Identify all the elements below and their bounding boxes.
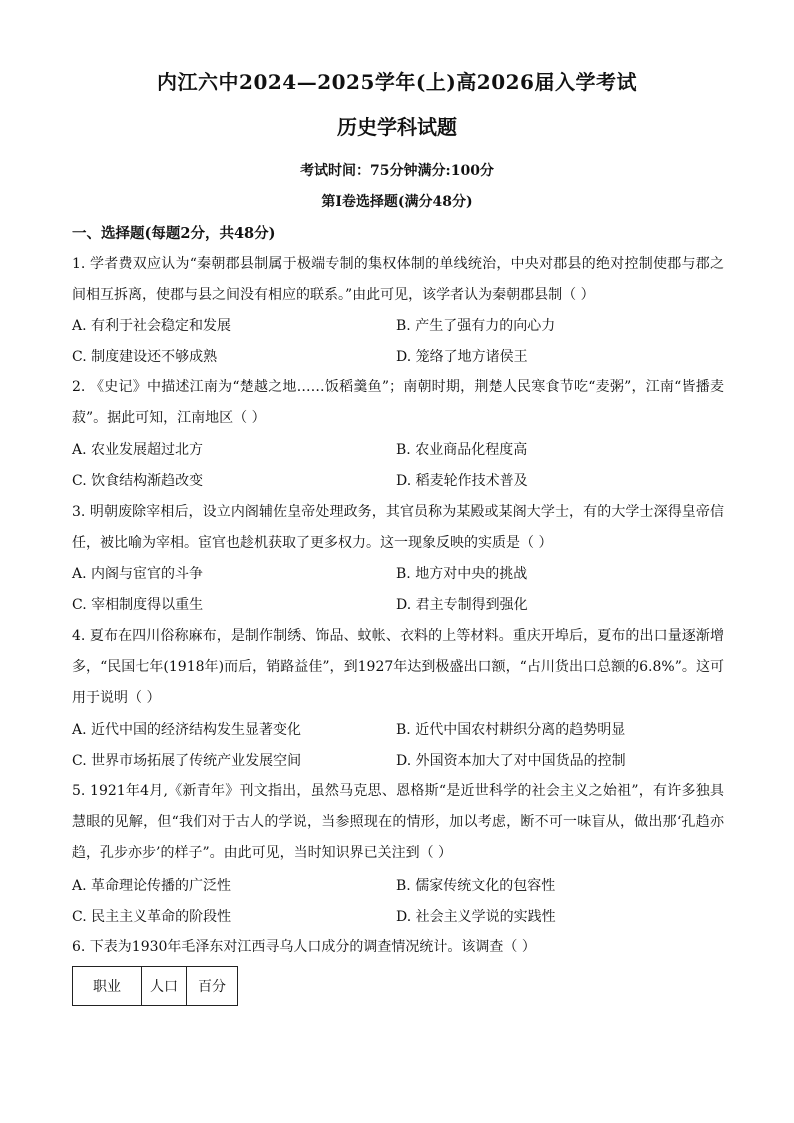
question-3-option-c: C. 宰相制度得以重生 [72,597,204,613]
question-3-option-b: B. 地方对中央的挑战 [396,566,528,582]
question-3-option-a: A. 内阁与宦官的斗争 [72,566,204,582]
question-1-option-c: C. 制度建设还不够成熟 [72,349,218,365]
table-header-row [73,967,238,1006]
census-table [72,966,238,1006]
question-5-stem: 5. 1921年4月,《新青年》刊文指出，虽然马克思、恩格斯“是近世科学的社会主义之始祖”，有许多独具慧眼的见解，但“我们对于古人的学说，当参照现在的情形，加以考虑，断不可一味盲从，做出那‘孔趋亦趋，孔步亦步’的样子”。由此可见，当时知识界已关注到（ ） [72,783,724,861]
question-4-option-c: C. 世界市场拓展了传统产业发展空间 [72,753,302,769]
question-2-option-b: B. 农业商品化程度高 [396,442,528,458]
question-3-option-d: D. 君主专制得到强化 [396,597,528,613]
question-1-option-a: A. 有利于社会稳定和发展 [72,318,232,334]
exam-time: 考试时间：75分钟满分:100分 [300,163,494,179]
section-heading: 一、选择题(每题2分，共48分) [72,225,276,242]
question-4-option-d: D. 外国资本加大了对中国货品的控制 [396,753,626,769]
question-5-option-c: C. 民主主义革命的阶段性 [72,909,232,925]
volume-heading: 第Ⅰ卷选择题(满分48分) [321,194,473,210]
question-5-option-d: D. 社会主义学说的实践性 [396,909,556,925]
question-5-option-a: A. 革命理论传播的广泛性 [72,878,232,894]
question-2-stem: 2. 《史记》中描述江南为“楚越之地……饭稻羹鱼”；南朝时期，荆楚人民寒食节吃“麦粥”，江南“皆播麦菽”。据此可知，江南地区（ ） [72,379,724,426]
question-6-stem: 6. 下表为1930年毛泽东对江西寻乌人口成分的调查情况统计。该调查（ ） [72,939,536,955]
question-4-option-a: A. 近代中国的经济结构发生显著变化 [72,722,302,738]
question-2-option-a: A. 农业发展超过北方 [72,442,204,458]
question-5-option-b: B. 儒家传统文化的包容性 [396,878,556,894]
table-header-occupation: 职业 [73,967,142,1006]
table-header-percent: 百分 [187,967,238,1006]
question-4-option-b: B. 近代中国农村耕织分离的趋势明显 [396,722,626,738]
question-2-option-d: D. 稻麦轮作技术普及 [396,473,528,489]
exam-title: 内江六中2024—2025学年(上)高2026届入学考试 [157,70,637,94]
question-3-stem: 3. 明朝废除宰相后，设立内阁辅佐皇帝处理政务，其官员称为某殿或某阁大学士，有的大学士深得皇帝信任，被比喻为宰相。宦官也趁机获取了更多权力。这一现象反映的实质是（ ） [72,504,724,551]
question-4-stem: 4. 夏布在四川俗称麻布，是制作制绣、饰品、蚊帐、衣料的上等材料。重庆开埠后，夏布的出口量逐渐增多，“民国七年(1918年)而后，销路益佳”，到1927年达到极盛出口额，“占川货出口总额的6.8%”。这可用于说明（ ） [72,628,724,706]
question-1-stem: 1. 学者费双应认为“秦朝郡县制属于极端专制的集权体制的单线统治，中央对郡县的绝对控制使郡与郡之间相互拆离，使郡与县之间没有相应的联系。”由此可见，该学者认为秦朝郡县制（ ） [72,256,724,303]
exam-subtitle: 历史学科试题 [337,115,457,139]
question-1-option-b: B. 产生了强有力的向心力 [396,318,556,334]
question-2-option-c: C. 饮食结构渐趋改变 [72,473,204,489]
table-header-population: 人口 [142,967,187,1006]
question-1-option-d: D. 笼络了地方诸侯王 [396,349,528,365]
